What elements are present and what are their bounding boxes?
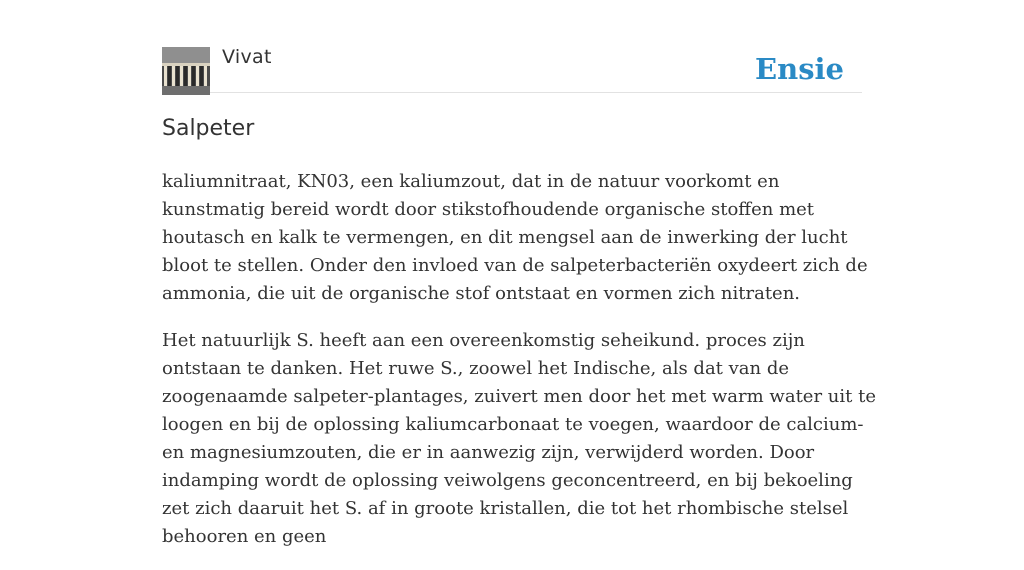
author-avatar[interactable] <box>162 47 210 95</box>
article-paragraph: Het natuurlijk S. heeft aan een overeenkomstig seheikund. proces zijn ontstaan te danken. Het ruwe S., zoowel het Indische, als dat van de zoogenaamde salpeter-plantages, zuivert men door het met warm water uit te loogen en bij de oplossing kaliumcarbonaat te voegen, waardoor de calcium- en magnesiumzouten, die er in aanwezig zijn, verwijderd worden. Door indamping wordt de oplossing veiwolgens geconcentreerd, en bij bekoeling zet zich daaruit het S. af in groote kristallen, die tot het rhombische stelsel behooren en geen <box>162 330 876 547</box>
author-name[interactable]: Vivat <box>222 46 272 68</box>
brand-logo[interactable]: Ensie <box>755 52 844 86</box>
article-paragraph: kaliumnitraat, KN03, een kaliumzout, dat in de natuur voorkomt en kunstmatig bereid wordt door stikstofhoudende organische stoffen met houtasch en kalk te vermengen, en dit mengsel aan de inwerking der lucht bloot te stellen. Onder den invloed van de salpeterbacteriën oxydeert zich de ammonia, die uit de organische stof ontstaat en vormen zich nitraten. <box>162 171 868 304</box>
article-header <box>162 46 862 93</box>
page-title: Salpeter <box>162 116 255 141</box>
article-body <box>162 168 882 570</box>
book-spines-avatar-icon <box>162 47 210 95</box>
